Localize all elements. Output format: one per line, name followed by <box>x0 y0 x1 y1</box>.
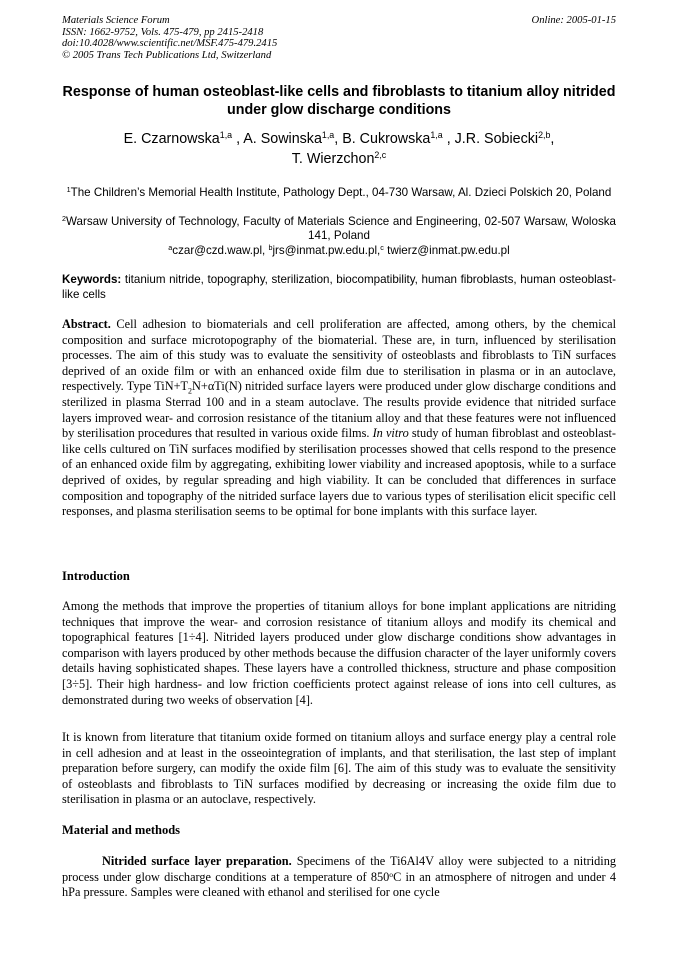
introduction-paragraph-2: It is known from literature that titanium oxide formed on titanium alloys and surface energy play a central role in cell adhesion and at least in the osseointegration of implants, and that sterilisation, the last step of implant preparation before surgery, can modify the oxide film [6]. The aim of this study was to evaluate the sensitivity of osteoblasts and fibroblasts to TiN surfaces modified by decreasing or increasing the oxide film due to sterilisation in plasma or an autoclave, respectively. <box>62 730 616 807</box>
methods-subheading: Nitrided surface layer preparation. <box>102 854 292 868</box>
author-separator: , <box>442 131 455 147</box>
methods-heading: Material and methods <box>62 823 181 837</box>
journal-name: Materials Science Forum <box>62 15 170 26</box>
doi-line: doi:10.4028/www.scientific.net/MSF.475-479.2415 <box>62 38 278 50</box>
copyright-line: © 2005 Trans Tech Publications Ltd, Switzerland <box>62 49 272 61</box>
keywords-text: titanium nitride, topography, sterilization, biocompatibility, human fibroblasts, human osteoblast-like cells <box>62 273 616 301</box>
methods-text-1: Specimens of the Ti6Al4V alloy were subjected to a nitriding process under glow discharge conditions at a temperature of 850 <box>62 854 616 884</box>
methods-paragraph <box>62 854 616 901</box>
email-address: twierz@inmat.pw.edu.pl <box>383 244 510 257</box>
affiliation-text: The Children’s Memorial Health Institute, Pathology Dept., 04-730 Warsaw, Al. Dzieci Polskich 20, Poland <box>70 186 612 199</box>
introduction-heading: Introduction <box>62 569 130 583</box>
abstract-italic: In vitro <box>372 426 409 441</box>
author-affiliation-sup: 1,a <box>219 130 233 141</box>
author-name: B. Cukrowska <box>342 131 431 147</box>
keywords-label: Keywords: <box>62 273 122 286</box>
abstract-text-2: N+αTi(N) nitrided surface layers were produced under glow discharge conditions and sterilized in plasma Sterrad 100 and in a steam autoclave. The results provide evidence that nitrided surface layers improved wear- and corrosion resistance of the titanium alloy and that these features were not influenced by sterilisation procedures that resulted in various oxide films. <box>62 379 616 441</box>
author-affiliation-sup: 1,a <box>321 130 335 141</box>
author-separator: , <box>550 131 555 147</box>
abstract <box>62 317 616 520</box>
email-sup: a <box>168 243 173 253</box>
author-name: T. Wierzchon <box>291 151 375 167</box>
author-separator: , <box>334 131 343 147</box>
abstract-label: Abstract. <box>62 317 111 331</box>
keywords <box>62 273 616 302</box>
author-affiliation-sup: 2,b <box>538 130 551 141</box>
abstract-text-3: study of human fibroblast and osteoblast-like cells cultured on TiN surfaces modified by sterilisation processes showed that cells respond to the presence of an enhanced oxide film by aggregating, exhibiting lower viability and increased apoptosis, while to a surface deprived of oxides, by regular spreading and high viability. It can be concluded that differences in surface composition and topography of the nitrided surface layers due to various types of sterilisation elicit specific cell responses, and plasma sterilisation seems to be optimal for bone implants with this surface layer. <box>62 426 616 519</box>
methods-text-2: C in an atmosphere of nitrogen and under 4 hPa pressure. Samples were cleaned with ethanol and sterilised for one cycle <box>62 869 616 900</box>
abstract-subscript: 2 <box>188 386 193 396</box>
author-list <box>62 129 616 169</box>
introduction-paragraph-1: Among the methods that improve the properties of titanium alloys for bone implant applications are nitriding techniques that improve the wear- and corrosion resistance of titanium alloys and modify its chemical and topographical features [1÷4]. Nitrided layers produced under glow discharge conditions show advantages in comparison with layers produced by other methods because the diffusion character of the layer uniformly covers details having sophisticated shapes. These layers have a controlled thickness, structure and phase composition [3÷5]. Their high hardness- and low friction coefficients protect against release of ions into cell cultures, as demonstrated during two weeks of observation [4]. <box>62 599 616 707</box>
author-affiliation-sup: 1,a <box>430 130 443 141</box>
degree-sup: o <box>389 869 394 879</box>
affiliation-1 <box>62 186 616 200</box>
issn-line: ISSN: 1662-9752, Vols. 475-479, pp 2415-2418 <box>62 26 264 38</box>
email-sup: c <box>380 243 384 253</box>
affiliation-number: 1 <box>66 185 71 195</box>
author-emails <box>62 244 616 258</box>
email-sup: b <box>268 243 273 253</box>
online-date: Online: 2005-01-15 <box>531 15 616 26</box>
affiliation-2 <box>62 215 616 243</box>
email-address: czar@czd.waw.pl, <box>172 244 269 257</box>
paper-title: Response of human osteoblast-like cells and fibroblasts to titanium alloy nitrided under glow discharge conditions <box>62 84 616 118</box>
affiliation-text: Warsaw University of Technology, Faculty of Materials Science and Engineering, 02-507 Warsaw, Woloska 141, Poland <box>66 215 616 242</box>
email-address: jrs@inmat.pw.edu.pl, <box>272 244 381 257</box>
author-separator: , <box>232 131 244 147</box>
journal-header <box>62 15 616 61</box>
author-name: J.R. Sobiecki <box>454 131 539 147</box>
author-affiliation-sup: 2,c <box>374 150 387 161</box>
author-name: E. Czarnowska <box>123 131 220 147</box>
abstract-text-1: Cell adhesion to biomaterials and cell proliferation are affected, among others, by the chemical composition and surface microtopography of the biomaterial. These are, in turn, influenced by sterilisation processes. The aim of this study was to evaluate the sensitivity of osteoblasts and fibroblasts to TiN surfaces deprived of an oxide film or with an enhanced oxide film due to sterilisation in plasma or in an autoclave, respectively. Type TiN+T <box>62 317 616 394</box>
author-name: A. Sowinska <box>243 131 322 147</box>
affiliation-number: 2 <box>62 214 66 224</box>
